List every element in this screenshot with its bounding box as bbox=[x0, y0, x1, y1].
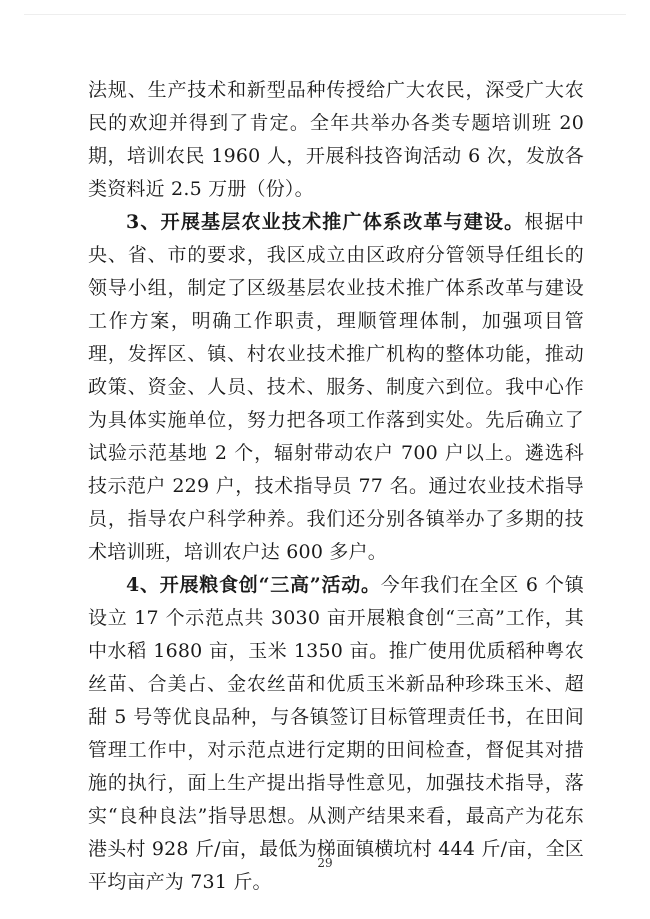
paragraph-text: 法规、生产技术和新型品种传授给广大农民，深受广大农民的欢迎并得到了肯定。全年共举办各类专题培训班 20 期，培训农民 1960 人，开展科技咨询活动 6 次，发放各类资料近 2.5 万册（份）。 bbox=[88, 79, 584, 200]
paragraph-training-summary bbox=[88, 74, 584, 206]
section-heading: 4、开展粮食创“三高”活动。 bbox=[126, 574, 381, 596]
paragraph-extension-reform bbox=[88, 206, 584, 569]
section-heading: 3、开展基层农业技术推广体系改革与建设。 bbox=[126, 211, 525, 233]
paragraph-text: 根据中央、省、市的要求，我区成立由区政府分管领导任组长的领导小组，制定了区级基层农业技术推广体系改革与建设工作方案，明确工作职责，理顺管理体制，加强项目管理，发挥区、镇、村农业技术推广机构的整体功能，推动政策、资金、人员、技术、服务、制度六到位。我中心作为具体实施单位，努力把各项工作落到实处。先后确立了试验示范基地 2 个，辐射带动农户 700 户以上。遴选科技示范户 229 户，技术指导员 77 名。通过农业技术指导员，指导农户科学种养。我们还分别各镇举办了多期的技术培训班，培训农户达 600 多户。 bbox=[88, 211, 584, 563]
scan-edge-line bbox=[24, 14, 626, 15]
page-number: 29 bbox=[317, 856, 333, 870]
paragraph-grain-three-highs bbox=[88, 569, 584, 899]
paragraph-text: 今年我们在全区 6 个镇设立 17 个示范点共 3030 亩开展粮食创“三高”工作，其中水稻 1680 亩，玉米 1350 亩。推广使用优质稻种粤农丝苗、合美占、金农丝苗和优质玉米新品种珍珠玉米、超甜 5 号等优良品种，与各镇签订目标管理责任书，在田间管理工作中，对示范点进行定期的田间检查，督促其对措施的执行，面上生产提出指导性意见，加强技术指导，落实“良种良法”指导思想。从测产结果来看，最高产为花东港头村 928 斤/亩，最低为梯面镇横坑村 444 斤/亩，全区平均亩产为 731 斤。 bbox=[88, 574, 584, 893]
